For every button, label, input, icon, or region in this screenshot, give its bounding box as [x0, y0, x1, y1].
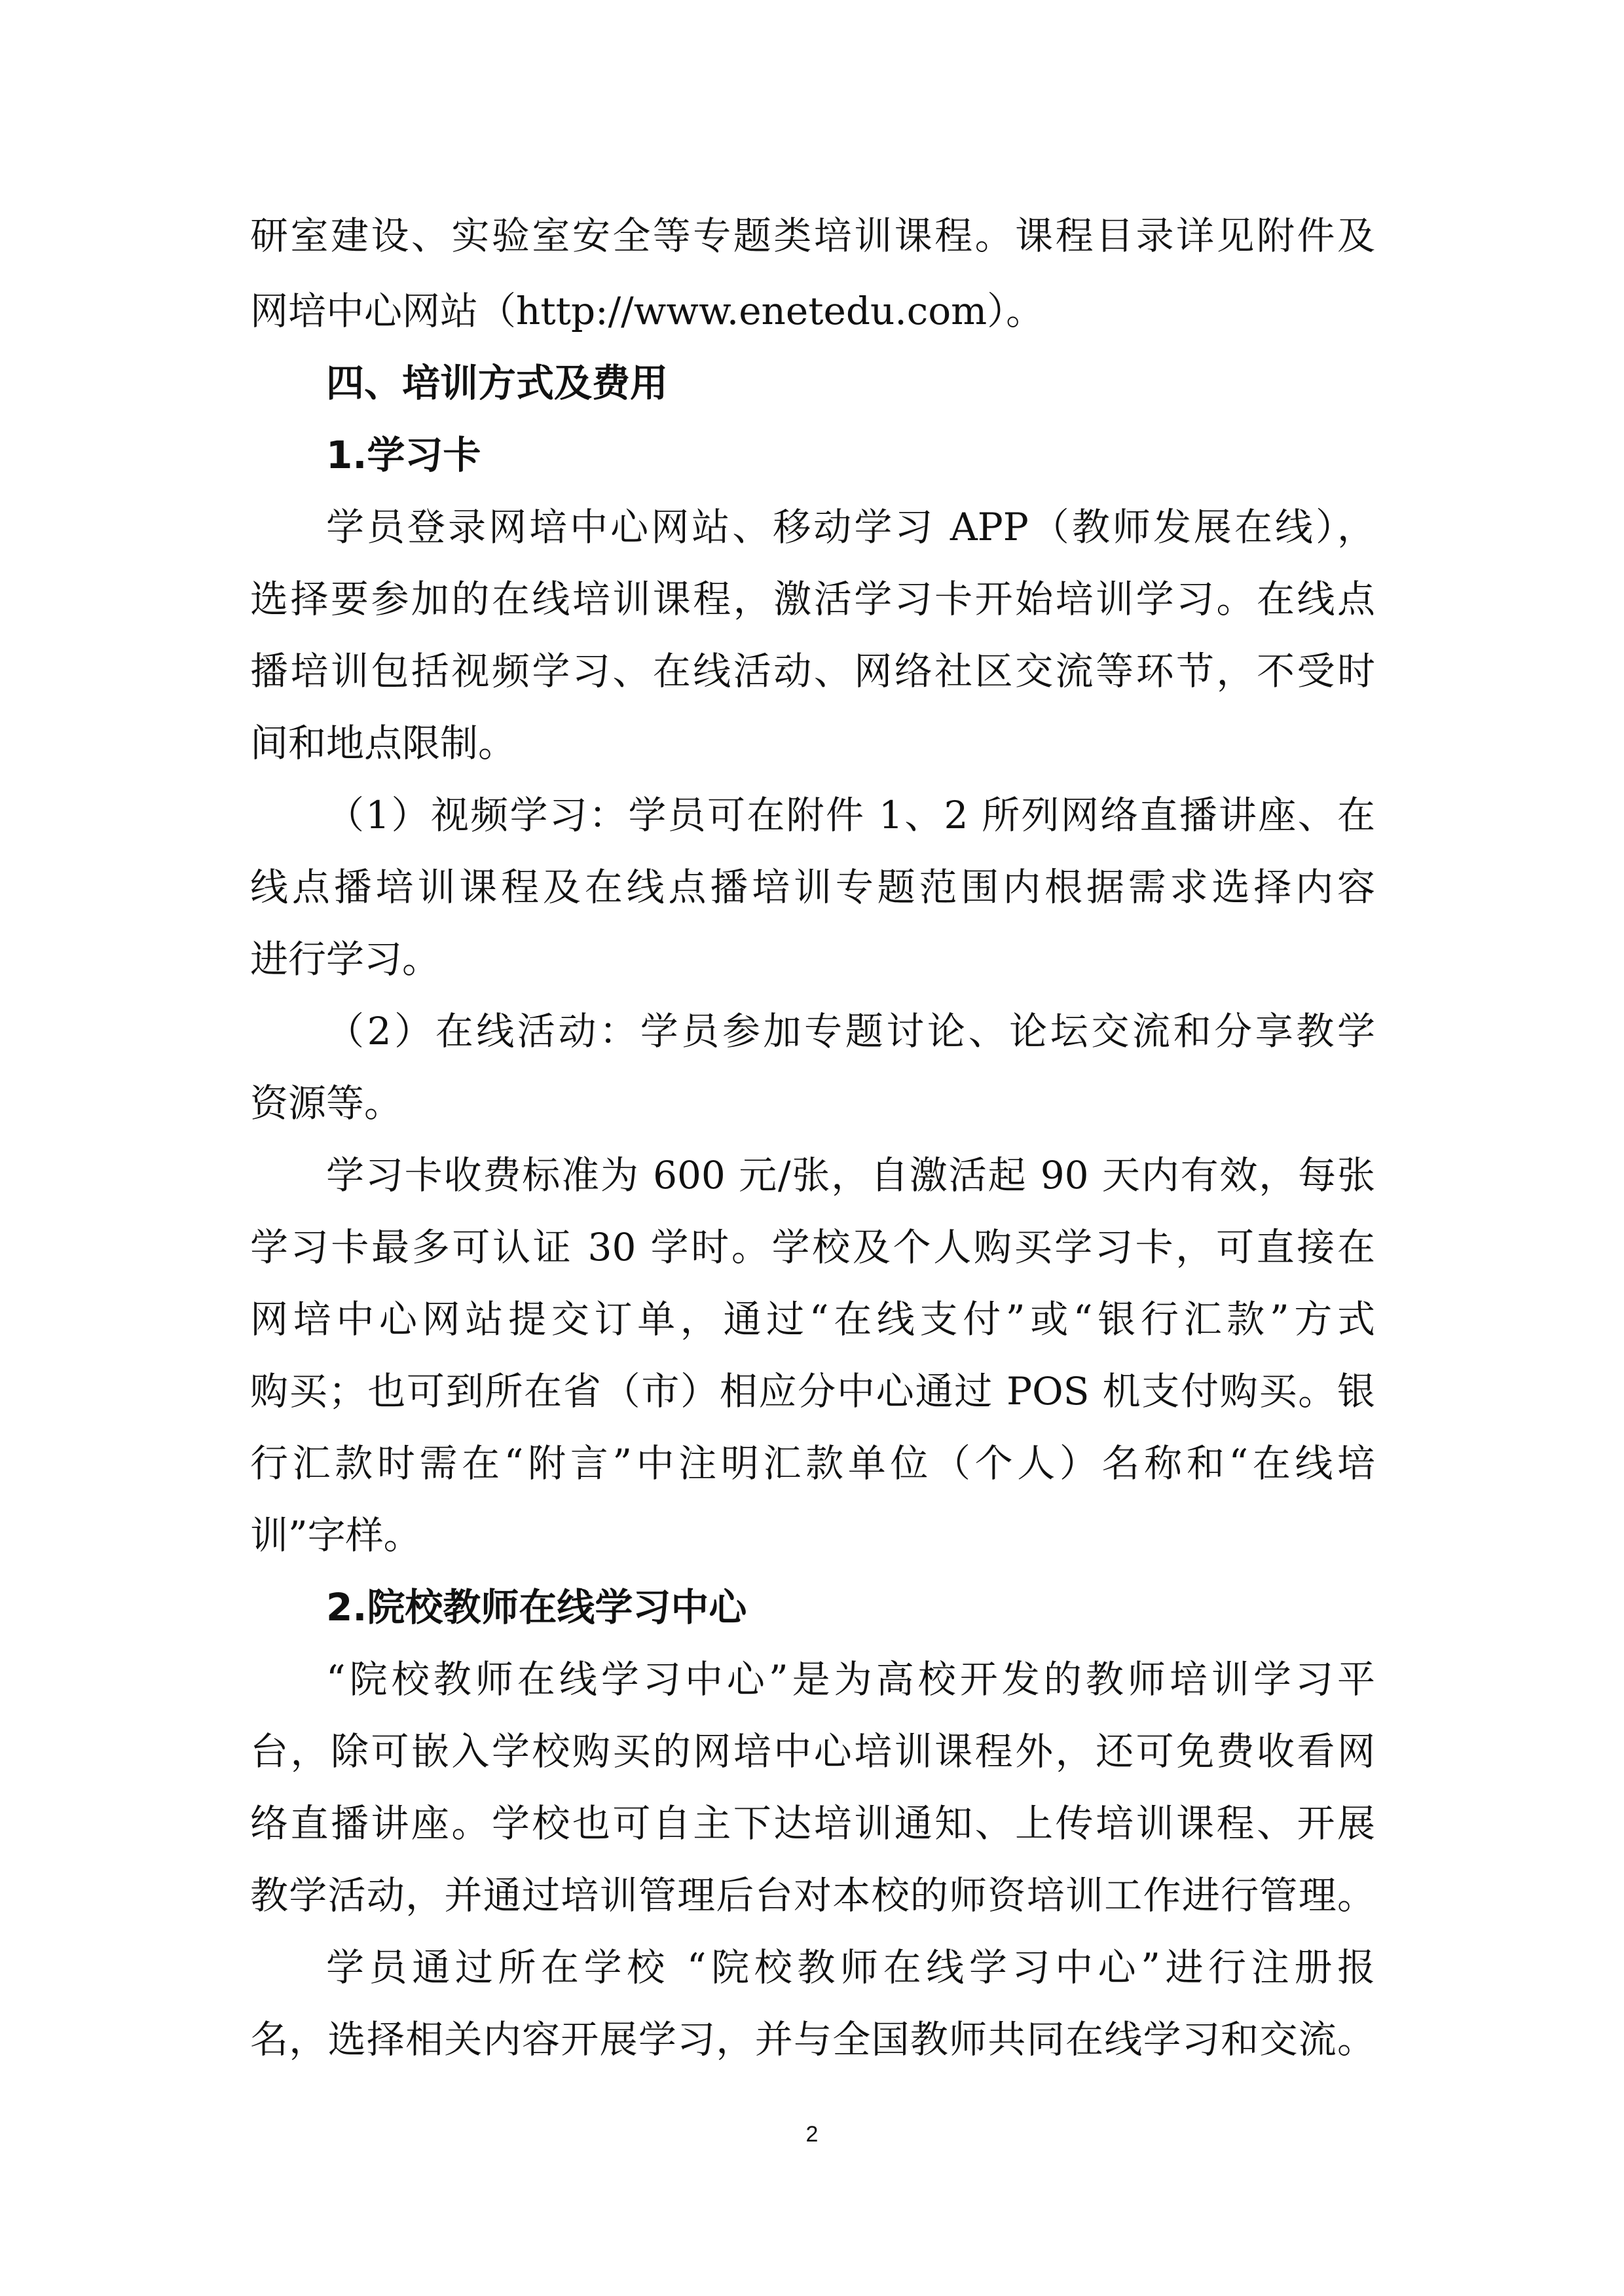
text-line: 络直播讲座。学校也可自主下达培训通知、上传培训课程、开展	[250, 1801, 1375, 1846]
text-line: （1）视频学习：学员可在附件 1、2 所列网络直播讲座、在	[326, 793, 1375, 837]
text-line: 训”字样。	[250, 1513, 422, 1558]
text-line: 进行学习。	[250, 937, 441, 981]
text-line: 选择要参加的在线培训课程，激活学习卡开始培训学习。在线点	[250, 577, 1375, 621]
text-line: 台，除可嵌入学校购买的网培中心培训课程外，还可免费收看网	[250, 1729, 1375, 1774]
text-line: 播培训包括视频学习、在线活动、网络社区交流等环节，不受时	[250, 649, 1375, 693]
text-line: 网培中心网站提交订单，通过“在线支付”或“银行汇款”方式	[250, 1297, 1375, 1341]
text-line: 学员登录网培中心网站、移动学习 APP（教师发展在线），	[326, 505, 1375, 549]
text-line: 学员通过所在学校 “院校教师在线学习中心”进行注册报	[326, 1945, 1375, 1990]
page-number: 2	[805, 2122, 819, 2147]
subsection-heading: 1.学习卡	[326, 433, 481, 477]
text-line: 学习卡收费标准为 600 元/张，自激活起 90 天内有效，每张	[326, 1153, 1375, 1197]
text-line: 间和地点限制。	[250, 721, 517, 765]
text-line: 教学活动，并通过培训管理后台对本校的师资培训工作进行管理。	[250, 1873, 1375, 1918]
text-line: 学习卡最多可认证 30 学时。学校及个人购买学习卡，可直接在	[250, 1225, 1375, 1269]
text-line: 资源等。	[250, 1081, 403, 1125]
text-line: 名，选择相关内容开展学习，并与全国教师共同在线学习和交流。	[250, 2017, 1375, 2062]
section-heading: 四、培训方式及费用	[326, 361, 669, 405]
text-line: “院校教师在线学习中心”是为高校开发的教师培训学习平	[326, 1657, 1375, 1702]
text-line-url: 网培中心网站（http://www.enetedu.com）。	[250, 289, 1044, 333]
text-line: 研室建设、实验室安全等专题类培训课程。课程目录详见附件及	[250, 213, 1375, 258]
text-line: 购买；也可到所在省（市）相应分中心通过 POS 机支付购买。银	[250, 1369, 1375, 1413]
text-line: 行汇款时需在“附言”中注明汇款单位（个人）名称和“在线培	[250, 1441, 1375, 1485]
text-line: （2）在线活动：学员参加专题讨论、论坛交流和分享教学	[326, 1009, 1375, 1053]
text-line: 线点播培训课程及在线点播培训专题范围内根据需求选择内容	[250, 865, 1375, 909]
subsection-heading: 2.院校教师在线学习中心	[326, 1585, 747, 1630]
